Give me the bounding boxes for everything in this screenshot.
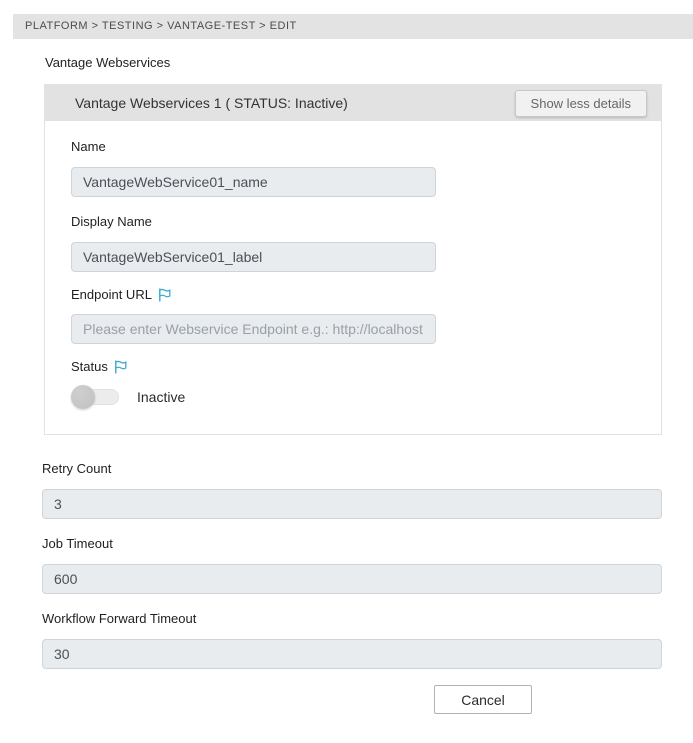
show-less-details-button[interactable]: Show less details <box>515 90 647 117</box>
workflow-forward-timeout-field <box>42 610 662 669</box>
display-name-label: Display Name <box>71 214 152 229</box>
status-label: Status <box>71 359 108 374</box>
endpoint-url-input[interactable] <box>71 314 436 344</box>
status-toggle[interactable] <box>71 384 121 410</box>
status-field <box>71 360 661 410</box>
name-input[interactable] <box>71 167 436 197</box>
status-state-text: Inactive <box>137 389 186 405</box>
retry-count-input[interactable] <box>42 489 662 519</box>
retry-count-label: Retry Count <box>42 461 112 476</box>
display-name-input[interactable] <box>71 242 436 272</box>
section-title: Vantage Webservices <box>45 55 171 70</box>
flag-icon <box>158 288 173 302</box>
workflow-forward-timeout-input[interactable] <box>42 639 662 669</box>
display-name-field <box>71 213 661 272</box>
panel-header <box>45 85 661 121</box>
name-field <box>71 138 661 197</box>
cancel-button[interactable]: Cancel <box>434 685 532 714</box>
retry-count-field <box>42 460 662 519</box>
form-actions <box>42 685 532 714</box>
outer-form <box>42 460 662 714</box>
endpoint-url-label: Endpoint URL <box>71 287 152 302</box>
page <box>0 14 693 743</box>
panel-title: Vantage Webservices 1 ( STATUS: Inactive) <box>75 95 348 111</box>
name-label: Name <box>71 139 106 154</box>
job-timeout-label: Job Timeout <box>42 536 113 551</box>
webservice-panel <box>44 84 662 435</box>
breadcrumb[interactable]: PLATFORM > TESTING > VANTAGE-TEST > EDIT <box>13 14 693 39</box>
panel-body <box>45 121 661 434</box>
workflow-forward-timeout-label: Workflow Forward Timeout <box>42 611 197 626</box>
flag-icon <box>114 360 129 374</box>
toggle-knob <box>71 385 95 409</box>
job-timeout-field <box>42 535 662 594</box>
endpoint-url-field <box>71 288 661 344</box>
job-timeout-input[interactable] <box>42 564 662 594</box>
